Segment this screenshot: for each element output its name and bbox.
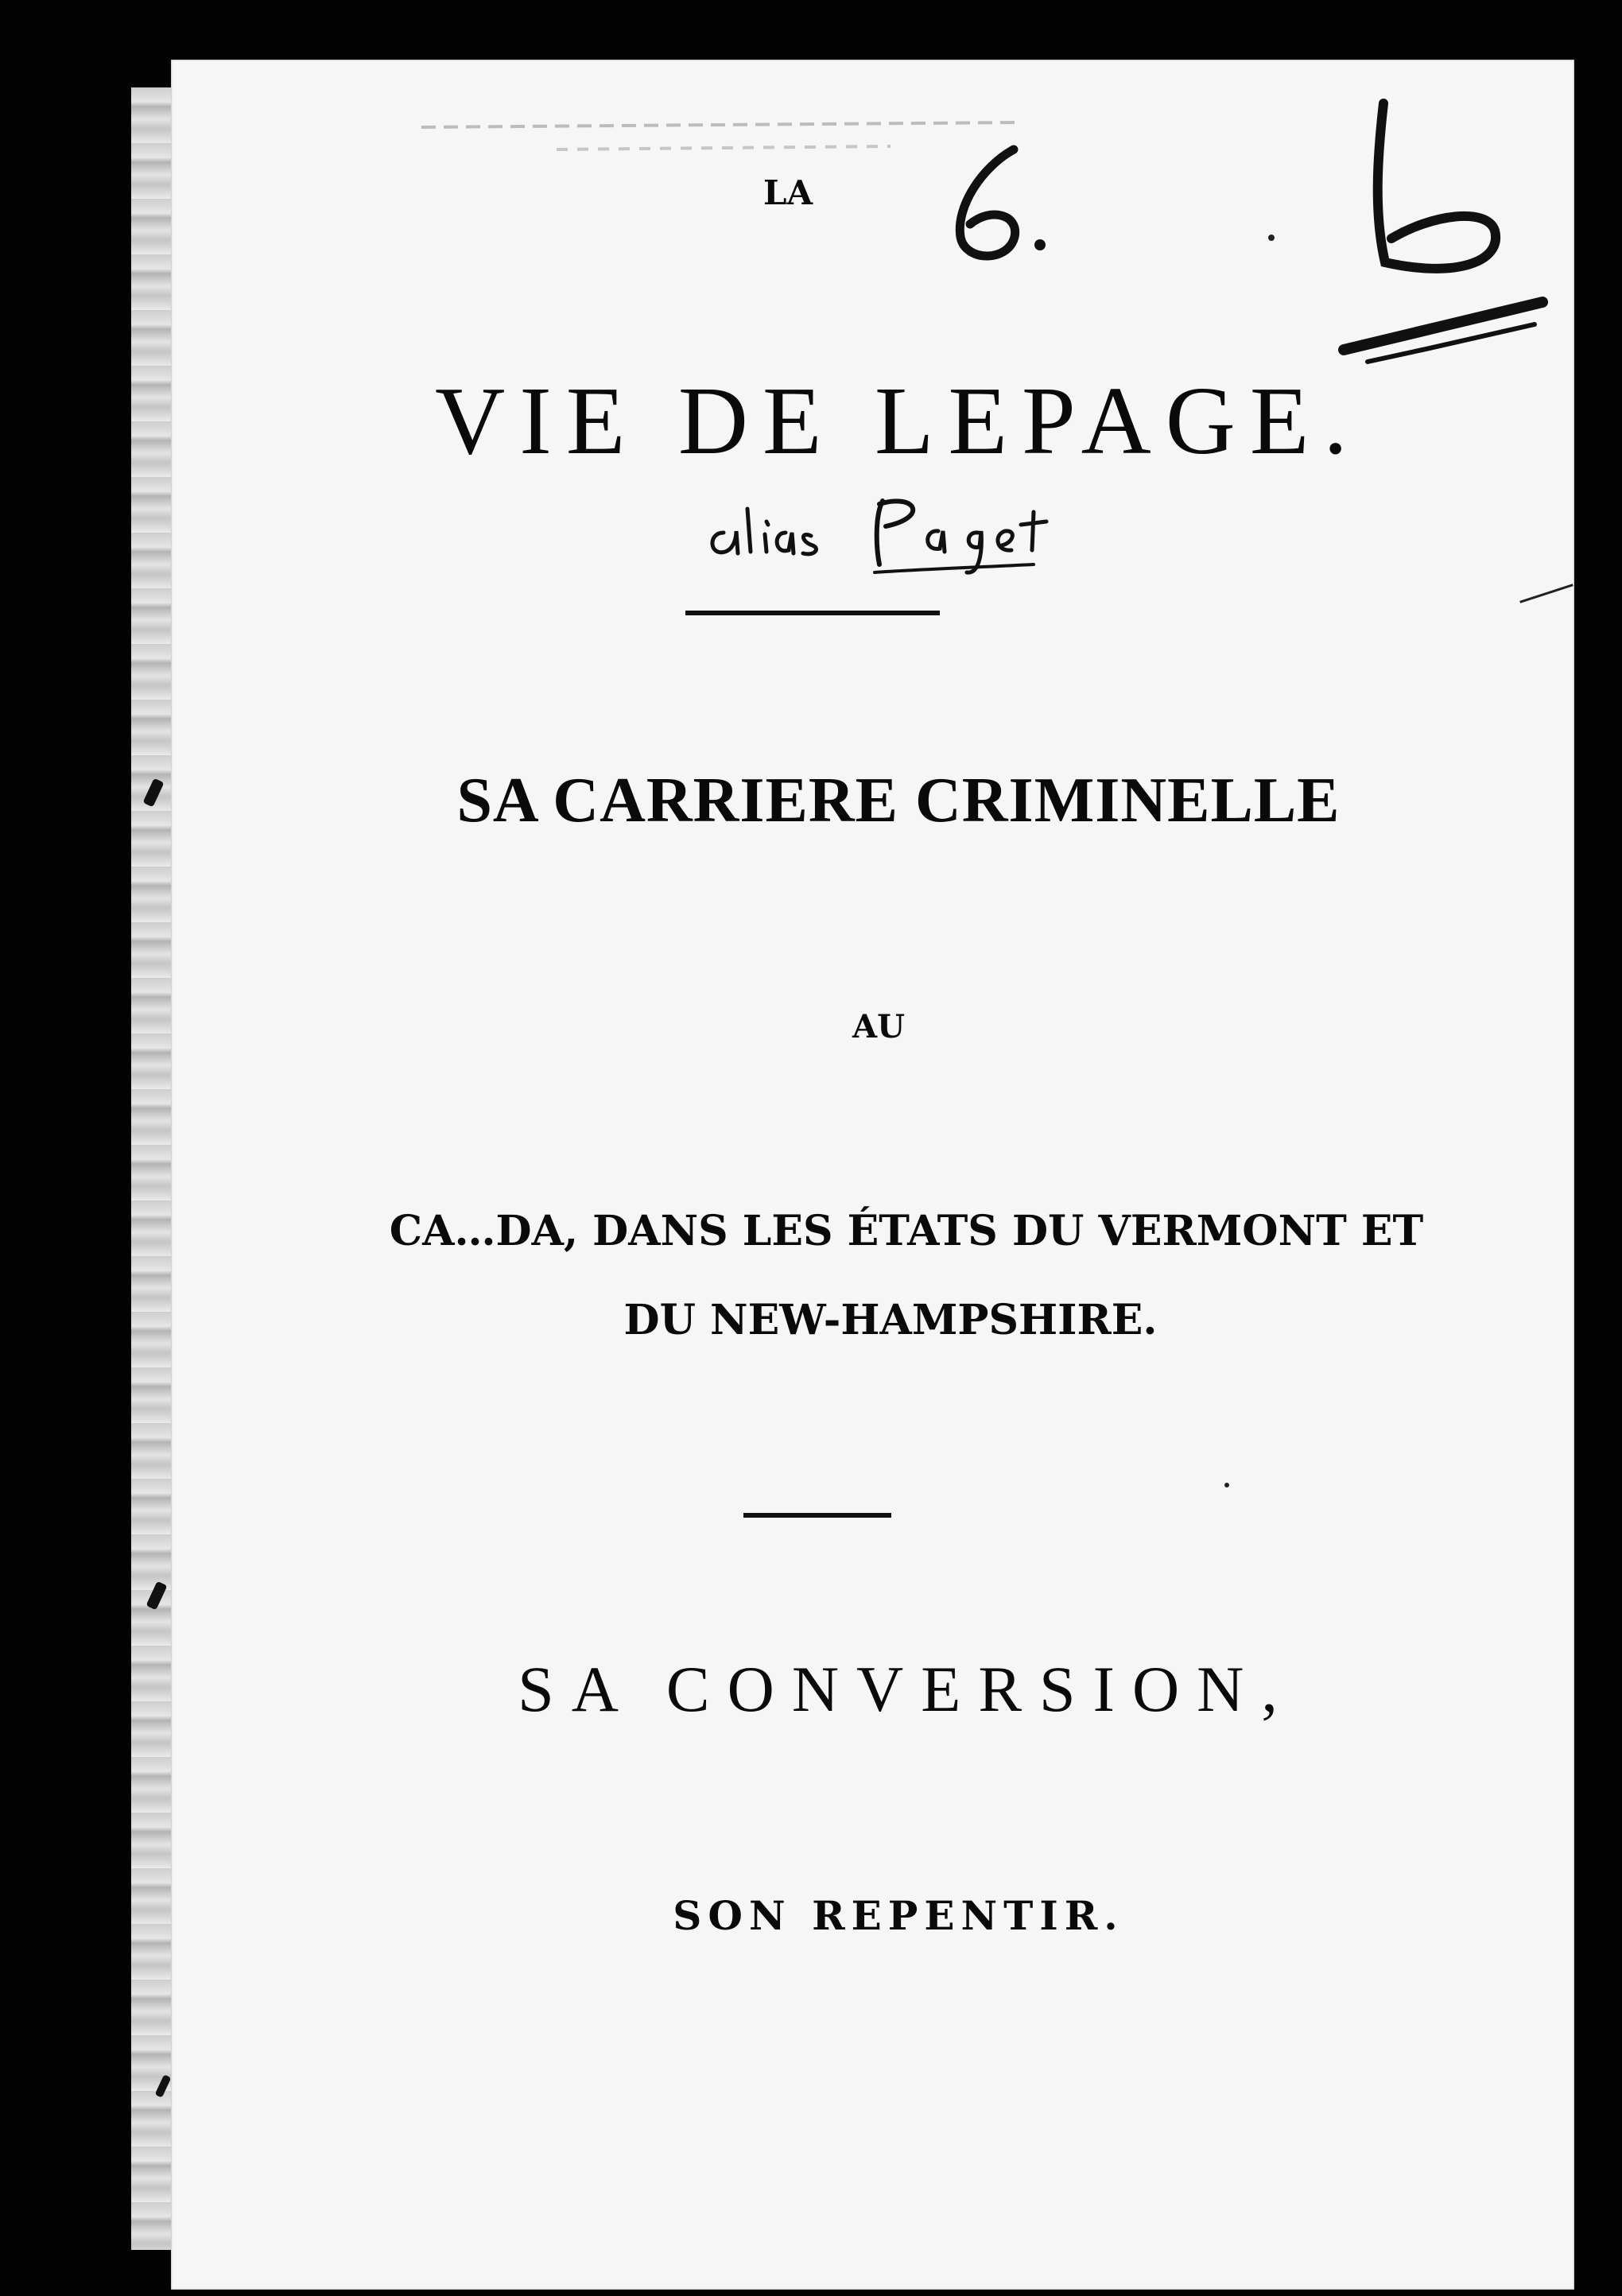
handwritten-corner-mark xyxy=(1336,87,1558,390)
main-title: VIE DE LEPAGE. xyxy=(435,367,1362,475)
divider-rule xyxy=(743,1513,891,1518)
places-line-2: DU NEW-HAMPSHIRE. xyxy=(623,1296,1158,1344)
title-article: LA xyxy=(763,173,813,212)
margin-scratch xyxy=(1224,1483,1229,1487)
handwritten-alias-note xyxy=(700,469,1081,580)
repentance-heading: SON REPENTIR. xyxy=(673,1892,1124,1939)
places-line-1: CA…DA, DANS LES ÉTATS DU VERMONT ET xyxy=(389,1207,1424,1255)
conversion-heading: SA CONVERSION, xyxy=(518,1653,1295,1725)
divider-rule xyxy=(685,611,940,615)
subtitle-career: SA CARRIERE CRIMINELLE xyxy=(456,766,1341,836)
handwritten-six-mark xyxy=(938,143,1057,270)
connector-au: AU xyxy=(852,1008,905,1045)
margin-scratch xyxy=(1268,235,1275,241)
